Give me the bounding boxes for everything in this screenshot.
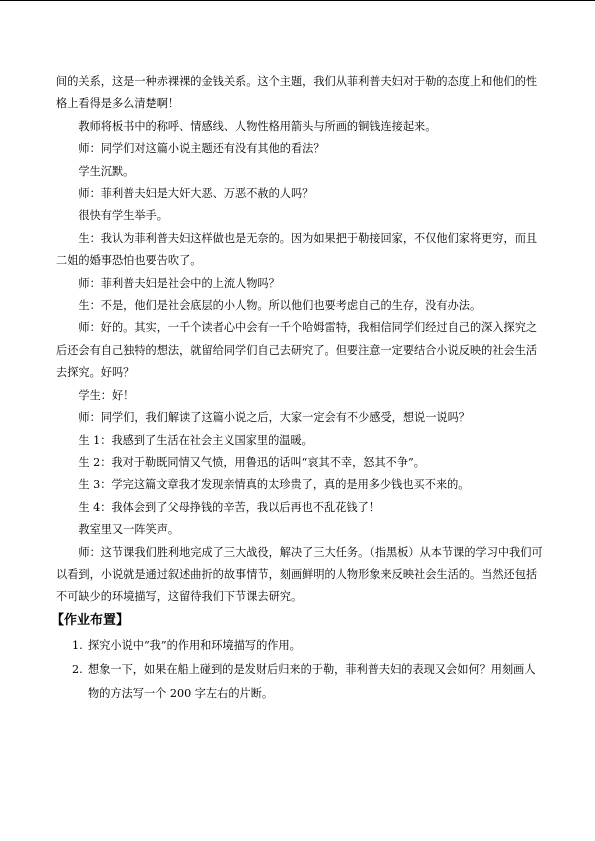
paragraph-12: 师：同学们，我们解读了这篇小说之后，大家一定会有不少感受，想说一说吗？ (78, 411, 470, 425)
homework-item-text: 想象一下，如果在船上碰到的是发财后归来的于勒，菲利普夫妇的表现又会如何？用刻画人物的方法写一个 200 字左右的片断。 (88, 662, 536, 700)
paragraph-5: 师：菲利普夫妇是大奸大恶、万恶不赦的人吗？ (78, 187, 314, 201)
paragraph-3: 师：同学们对这篇小说主题还有没有其他的看法？ (78, 142, 325, 156)
paragraph-11: 学生：好！ (78, 388, 135, 402)
paragraph-17: 教室里又一阵笑声。 (78, 523, 180, 537)
paragraph-7: 生：我认为菲利普夫妇这样做也是无奈的。因为如果把于勒接回家，不仅他们家将更穷，而且二姐的婚事恐怕也要告吹了。 (56, 231, 538, 268)
paragraph-8: 师：菲利普夫妇是社会中的上流人物吗？ (78, 276, 280, 290)
paragraph-2: 教师将板书中的称呼、情感线、人物性格用箭头与所画的铜钱连接起来。 (78, 119, 437, 133)
homework-item-2 (56, 658, 544, 706)
paragraph-1: 间的关系，这是一种赤裸裸的金钱关系。这个主题，我们从菲利普夫妇对于勒的态度上和他们的性格上看得是多么清楚啊！ (56, 75, 538, 111)
homework-item-1 (56, 634, 544, 658)
paragraph-16: 生 4：我体会到了父母挣钱的辛苦，我以后再也不乱花钱了！ (78, 500, 380, 514)
paragraph-15: 生 3：学完这篇文章我才发现亲情真的太珍贵了，真的是用多少钱也买不来的。 (78, 478, 470, 492)
paragraph-4: 学生沉默。 (78, 164, 135, 178)
homework-item-number: 2. (72, 662, 83, 676)
document-body (51, 71, 544, 706)
homework-item-number: 1. (72, 638, 83, 652)
paragraph-9: 生：不是，他们是社会底层的小人物。所以他们也要考虑自己的生存，没有办法。 (78, 299, 482, 313)
homework-item-text: 探究小说中“我”的作用和环境描写的作用。 (88, 638, 301, 652)
homework-heading: 【作业布置】 (51, 612, 130, 628)
paragraph-6: 很快有学生举手。 (78, 209, 168, 223)
paragraph-14: 生 2：我对于勒既同情又气愤，用鲁迅的话叫“哀其不幸，怒其不争”。 (78, 455, 425, 469)
page-top-rule (0, 0, 595, 1)
paragraph-13: 生 1：我感到了生活在社会主义国家里的温暖。 (78, 433, 313, 447)
paragraph-18: 师：这节课我们胜利地完成了三大战役，解决了三大任务。（指黑板）从本节课的学习中我们可以看到，小说就是通过叙述曲折的故事情节，刻画鲜明的人物形象来反映社会生活的。当然还包括不可缺少的环境描写，这留待我们下节课去研究。 (56, 545, 543, 604)
paragraph-10: 师：好的。其实，一千个读者心中会有一千个哈姆雷特，我相信同学们经过自己的深入探究之后还会有自己独特的想法，就留给同学们自己去研究了。但要注意一定要结合小说反映的社会生活去探究。好吗？ (56, 321, 538, 380)
